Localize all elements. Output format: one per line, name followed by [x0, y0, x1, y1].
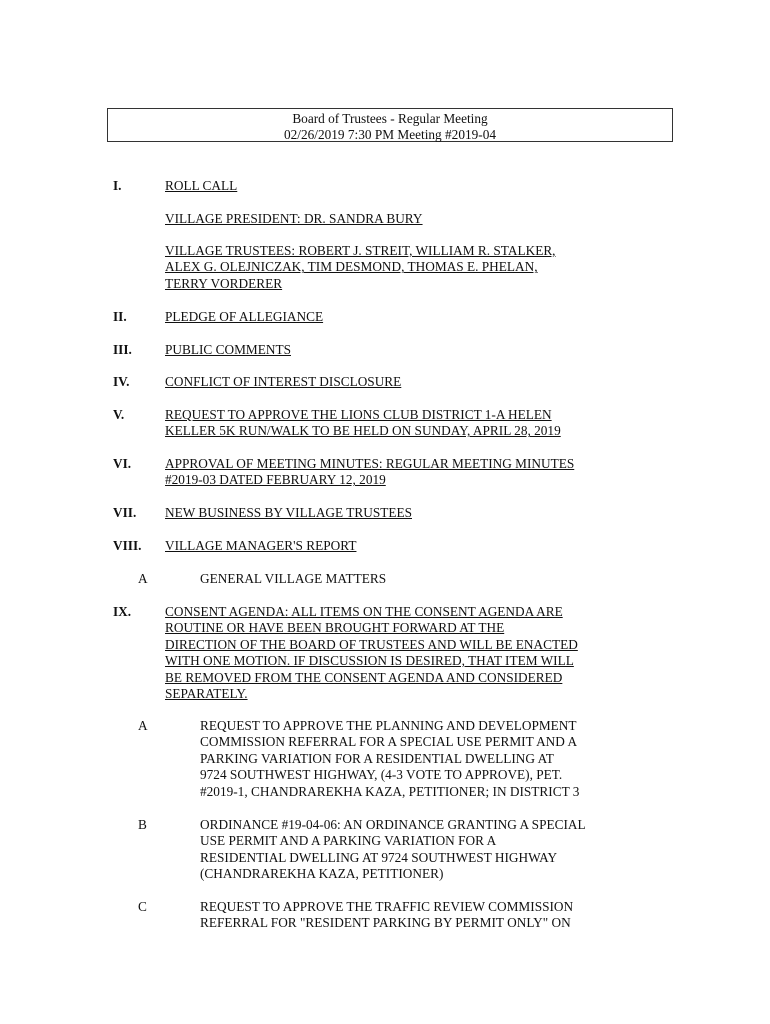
sub-item-letter: B: [138, 817, 147, 832]
item-number: IX.: [113, 604, 132, 619]
item-title: ROLL CALL: [165, 178, 238, 193]
item-title: REQUEST TO APPROVE THE LIONS CLUB DISTRICT 1-A HELEN KELLER 5K RUN/WALK TO BE HELD ON SUNDAY, APRIL 28, 2019: [165, 407, 561, 439]
meeting-title: Board of Trustees - Regular Meeting: [292, 111, 488, 126]
village-trustees: VILLAGE TRUSTEES: ROBERT J. STREIT, WILLIAM R. STALKER, ALEX G. OLEJNICZAK, TIM DESMOND, THOMAS E. PHELAN, TERRY VORDERER: [165, 243, 556, 291]
sub-item-letter: A: [138, 718, 148, 733]
item-title: PUBLIC COMMENTS: [165, 342, 291, 357]
sub-item-text: GENERAL VILLAGE MATTERS: [200, 571, 387, 586]
item-title: CONFLICT OF INTEREST DISCLOSURE: [165, 374, 402, 389]
item-number: VI.: [113, 456, 132, 471]
item-number: V.: [113, 407, 125, 422]
item-number: IV.: [113, 374, 130, 389]
item-title: NEW BUSINESS BY VILLAGE TRUSTEES: [165, 505, 412, 520]
meeting-date: 02/26/2019 7:30 PM Meeting #2019-04: [283, 127, 496, 142]
sub-item-letter: C: [138, 899, 147, 914]
item-title: CONSENT AGENDA: ALL ITEMS ON THE CONSENT AGENDA ARE ROUTINE OR HAVE BEEN BROUGHT FORWARD AT THE DIRECTION OF THE BOARD OF TRUSTEES AND WILL BE ENACTED WITH ONE MOTION. IF DISCUSSION IS DESIRED, THAT ITEM WILL BE REMOVED FROM THE CONSENT AGENDA AND CONSIDERED SEPARATELY.: [165, 604, 578, 702]
item-title: PLEDGE OF ALLEGIANCE: [165, 309, 324, 324]
item-number: VII.: [113, 505, 137, 520]
meeting-header: [107, 108, 673, 142]
item-title: VILLAGE MANAGER'S REPORT: [165, 538, 357, 553]
sub-item-text: REQUEST TO APPROVE THE PLANNING AND DEVELOPMENT COMMISSION REFERRAL FOR A SPECIAL USE PERMIT AND A PARKING VARIATION FOR A RESIDENTIAL DWELLING AT 9724 SOUTHWEST HIGHWAY, (4-3 VOTE TO APPROVE), PET. #2019-1, CHANDRAREKHA KAZA, PETITIONER; IN DISTRICT 3: [200, 718, 580, 799]
village-president: VILLAGE PRESIDENT: DR. SANDRA BURY: [165, 211, 423, 226]
item-number: I.: [113, 178, 122, 193]
sub-item-letter: A: [138, 571, 148, 586]
item-number: II.: [113, 309, 127, 324]
item-title: APPROVAL OF MEETING MINUTES: REGULAR MEETING MINUTES #2019-03 DATED FEBRUARY 12, 2019: [165, 456, 575, 488]
sub-item-text: REQUEST TO APPROVE THE TRAFFIC REVIEW COMMISSION REFERRAL FOR "RESIDENT PARKING BY PERMIT ONLY" ON: [200, 899, 574, 931]
item-number: VIII.: [113, 538, 142, 553]
sub-item-text: ORDINANCE #19-04-06: AN ORDINANCE GRANTING A SPECIAL USE PERMIT AND A PARKING VARIATION FOR A RESIDENTIAL DWELLING AT 9724 SOUTHWEST HIGHWAY (CHANDRAREKHA KAZA, PETITIONER): [200, 817, 586, 882]
item-number: III.: [113, 342, 132, 357]
